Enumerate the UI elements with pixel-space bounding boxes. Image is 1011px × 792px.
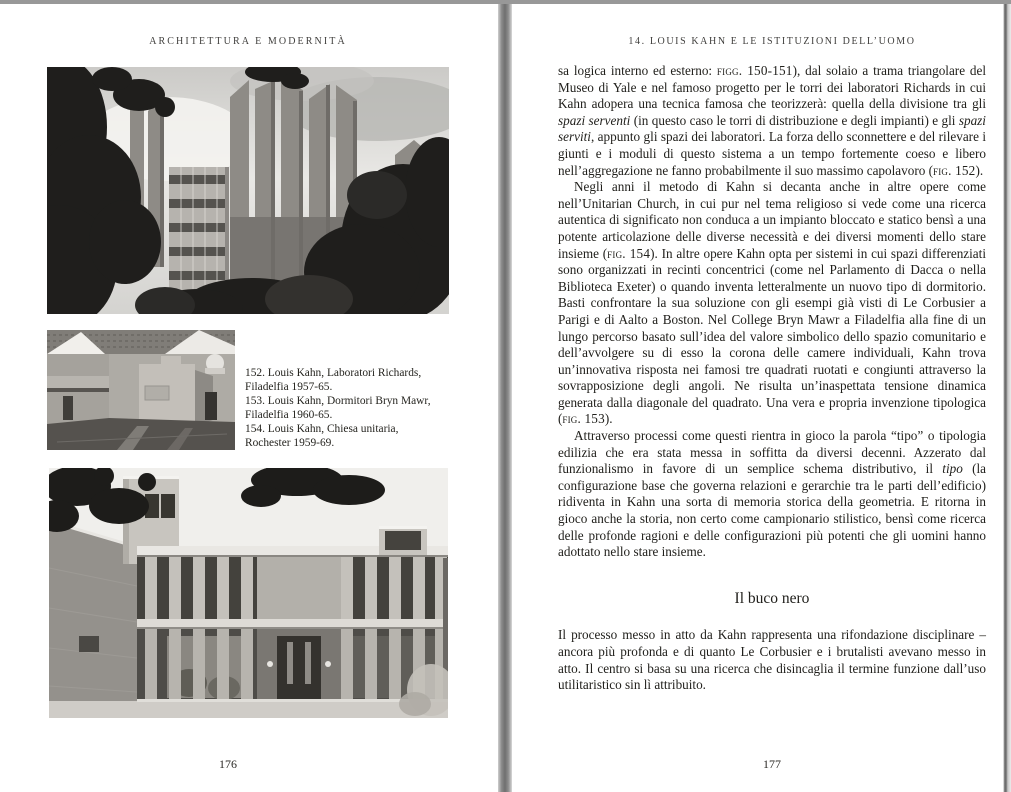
right-running-head: 14. LOUIS KAHN E LE ISTITUZIONI DELL’UOMO xyxy=(628,36,916,47)
caption-153: 153. Louis Kahn, Dormitori Bryn Mawr, Filadelfia 1960-65. xyxy=(245,395,431,421)
caption-152: 152. Louis Kahn, Laboratori Richards, Filadelfia 1957-65. xyxy=(245,367,422,393)
caption-154: 154. Louis Kahn, Chiesa unitaria, Rochester 1959-69. xyxy=(245,423,399,449)
photo-richards-laboratories xyxy=(47,67,449,314)
figure-captions xyxy=(245,366,443,450)
right-page-number: 177 xyxy=(763,757,781,771)
body-text xyxy=(558,63,986,694)
book-gutter xyxy=(498,4,512,792)
left-page-number: 176 xyxy=(219,757,237,771)
paragraph: Negli anni il metodo di Kahn si decanta anche in altre opere come nell’Unitarian Church, in cui pur nel tema religioso si vede come una ricerca autentica di significato non conduca a un impianto bloccato e statico bensì a una potente articolazione delle diverse necessità e dei diversi momenti dello stare insieme (fig. 154). In altre opere Kahn opta per sistemi in cui spazi differenziati sono organizzati in recinti concentrici (come nel Parlamento di Dacca o nella Biblioteca Exeter) o quando inventa letteralmente un nuovo tipo di dormitorio. Basti confrontare la sua soluzione con gli esempi già visti di Le Corbusier a Parigi e di Aalto a Boston. Nel College Bryn Mawr a Filadelfia alla fine di un lungo percorso basato sull’idea del valore simbolico dello spazio comunitario e dell’avvolgere su di esso la corona delle camere individuali, Kahn trova un’innovativa risposta nei famosi tre quadrati ruotati e congiunti attraverso la sovrapposizione degli angoli. Ne risulta un’inaspettata tensione dinamica generata dalla diagonale del quadrato. Una vera e propria invenzione tipologica (fig. 153). xyxy=(558,179,986,427)
paragraph: Attraverso processi come questi rientra in gioco la parola “tipo” o tipologia edilizia che era stata messa in soffitta da diversi decenni. Azzerato dal funzionalismo in favore di un semplice schema distributivo, il tipo (la configurazione base che governa relazioni e gerarchie tra le parti dell’edificio) ridiventa in Kahn una sorta di memoria storica della geometria. E ritorna in gioco anche la storia, non certo come campionario stilistico, bensì come ricerca delle profonde ragioni e delle configurazioni più potenti che gli uomini hanno adottato nello stare insieme. xyxy=(558,428,986,560)
photo-unitarian-church xyxy=(49,468,448,718)
photo-bryn-mawr-interior xyxy=(47,330,235,450)
scan-edge-right xyxy=(1003,4,1011,792)
paragraph: Il processo messo in atto da Kahn rappresenta una rifondazione disciplinare – ancora più profonda e di quanto Le Corbusier e i brutalisti avevano messo in atto. Il centro si basa su una ricerca che disincaglia il termine funzione dall’uso utilitaristico sin lì attribuito. xyxy=(558,627,986,693)
left-running-head: ARCHITETTURA E MODERNITÀ xyxy=(149,36,347,47)
paragraph: sa logica interno ed esterno: figg. 150-151), dal solaio a trama triangolare del Museo di Yale e nel famoso progetto per le torri dei laboratori Richards in cui Kahn adopera una tecnica famosa che teorizzerà: quella della divisione tra gli spazi serventi (in questo caso le torri di distribuzione e degli impianti) e gli spazi serviti, appunto gli spazi dei laboratori. La forza dello sconnettere e del rilevare i giunti e i moduli di questo sistema a un tempo fortemente coeso e libero nell’aggregazione ne fanno probabilmente il suo massimo capolavoro (fig. 152). xyxy=(558,63,986,178)
section-heading: Il buco nero xyxy=(734,589,810,607)
